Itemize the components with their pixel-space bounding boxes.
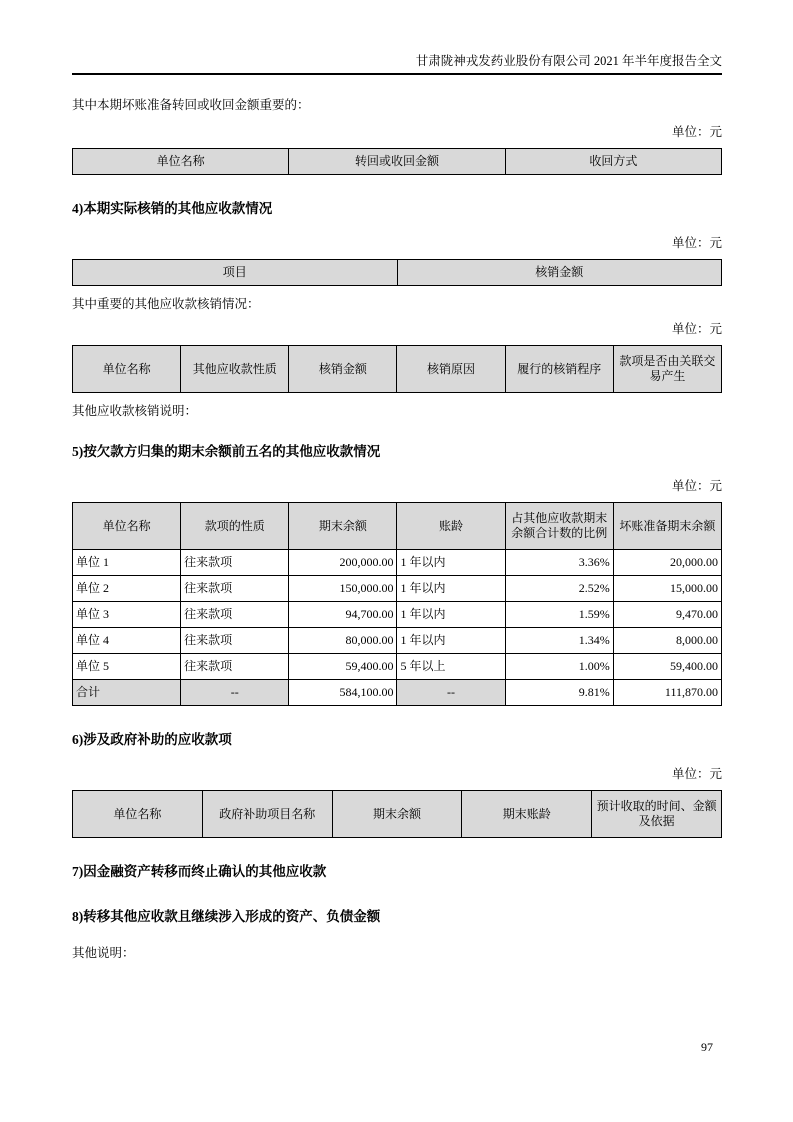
table-cell: 3.36% [505, 550, 613, 576]
writeoff-detail-table [72, 345, 722, 393]
table-cell: 200,000.00 [289, 550, 397, 576]
section-heading-4: 4)本期实际核销的其他应收款情况 [72, 201, 273, 216]
table-header-cell: 项目 [73, 260, 398, 286]
unit-label: 单位：元 [671, 322, 722, 336]
table-cell: 1.59% [505, 602, 613, 628]
table-header-cell: 转回或收回金额 [289, 149, 505, 175]
table-row [73, 550, 722, 576]
table-header-cell: 占其他应收款期末余额合计数的比例 [505, 503, 613, 550]
table-cell: 59,400.00 [613, 654, 721, 680]
intro-text: 其中本期坏账准备转回或收回金额重要的： [72, 98, 310, 112]
table-header-cell: 账龄 [397, 503, 505, 550]
other-note: 其他说明： [72, 946, 135, 960]
table-row [73, 602, 722, 628]
section-heading-6: 6)涉及政府补助的应收款项 [72, 732, 232, 747]
report-header-title: 甘肃陇神戎发药业股份有限公司 2021 年半年度报告全文 [72, 0, 722, 75]
unit-label: 单位：元 [671, 125, 722, 139]
table-header-cell: 其他应收款性质 [181, 346, 289, 393]
table-cell: 往来款项 [181, 628, 289, 654]
table-cell: 单位 3 [73, 602, 181, 628]
table-header-cell: 单位名称 [73, 149, 289, 175]
table-cell: 1 年以内 [397, 550, 505, 576]
table-cell: 9.81% [505, 680, 613, 706]
table-header-row [73, 791, 722, 838]
table-header-cell: 预计收取的时间、金额及依据 [592, 791, 722, 838]
section-heading-5: 5)按欠款方归集的期末余额前五名的其他应收款情况 [72, 444, 381, 459]
table-cell: -- [181, 680, 289, 706]
table-cell: 111,870.00 [613, 680, 721, 706]
table-header-cell: 核销金额 [397, 260, 722, 286]
table-header-row [73, 346, 722, 393]
table-cell: 往来款项 [181, 602, 289, 628]
table-cell: 单位 2 [73, 576, 181, 602]
table-cell: 1 年以内 [397, 576, 505, 602]
table-cell: 2.52% [505, 576, 613, 602]
unit-label: 单位：元 [671, 236, 722, 250]
table-header-row [73, 260, 722, 286]
table-cell: 1.34% [505, 628, 613, 654]
table-cell: 5 年以上 [397, 654, 505, 680]
section-heading-7: 7)因金融资产转移而终止确认的其他应收款 [72, 864, 327, 879]
table-header-row [73, 149, 722, 175]
table-header-cell: 期末账龄 [462, 791, 592, 838]
table-header-cell: 坏账准备期末余额 [613, 503, 721, 550]
table-cell: 往来款项 [181, 550, 289, 576]
table-row [73, 576, 722, 602]
page-content [72, 0, 722, 961]
table-cell: 合计 [73, 680, 181, 706]
table-cell: 1 年以内 [397, 628, 505, 654]
table-row [73, 628, 722, 654]
writeoff-table [72, 259, 722, 286]
table-header-cell: 期末余额 [332, 791, 462, 838]
table-header-cell: 履行的核销程序 [505, 346, 613, 393]
table-header-row [73, 503, 722, 550]
writeoff-note: 其中重要的其他应收款核销情况： [72, 297, 260, 311]
table-cell: 单位 4 [73, 628, 181, 654]
table-cell: 584,100.00 [289, 680, 397, 706]
table-cell: 8,000.00 [613, 628, 721, 654]
reversal-table [72, 148, 722, 175]
section-heading-8: 8)转移其他应收款且继续涉入形成的资产、负债金额 [72, 909, 381, 924]
table-cell: 单位 5 [73, 654, 181, 680]
table-header-cell: 单位名称 [73, 346, 181, 393]
table-header-cell: 核销原因 [397, 346, 505, 393]
table-cell: 59,400.00 [289, 654, 397, 680]
writeoff-explain-note: 其他应收款核销说明： [72, 404, 198, 418]
table-cell: 94,700.00 [289, 602, 397, 628]
table-cell: 往来款项 [181, 576, 289, 602]
table-header-cell: 款项是否由关联交易产生 [613, 346, 721, 393]
gov-subsidy-table [72, 790, 722, 838]
table-cell: 1 年以内 [397, 602, 505, 628]
table-cell: 单位 1 [73, 550, 181, 576]
table-header-cell: 收回方式 [505, 149, 721, 175]
table-cell: 20,000.00 [613, 550, 721, 576]
table-cell: 15,000.00 [613, 576, 721, 602]
table-header-cell: 政府补助项目名称 [202, 791, 332, 838]
table-header-cell: 款项的性质 [181, 503, 289, 550]
table-cell: 80,000.00 [289, 628, 397, 654]
table-header-cell: 核销金额 [289, 346, 397, 393]
table-cell: -- [397, 680, 505, 706]
table-header-cell: 单位名称 [73, 503, 181, 550]
unit-label: 单位：元 [671, 479, 722, 493]
page-number: 97 [701, 1040, 713, 1054]
top5-table [72, 502, 722, 706]
table-cell: 往来款项 [181, 654, 289, 680]
table-cell: 150,000.00 [289, 576, 397, 602]
table-header-cell: 期末余额 [289, 503, 397, 550]
table-row [73, 654, 722, 680]
table-header-cell: 单位名称 [73, 791, 203, 838]
table-total-row [73, 680, 722, 706]
table-cell: 9,470.00 [613, 602, 721, 628]
unit-label: 单位：元 [671, 767, 722, 781]
table-cell: 1.00% [505, 654, 613, 680]
